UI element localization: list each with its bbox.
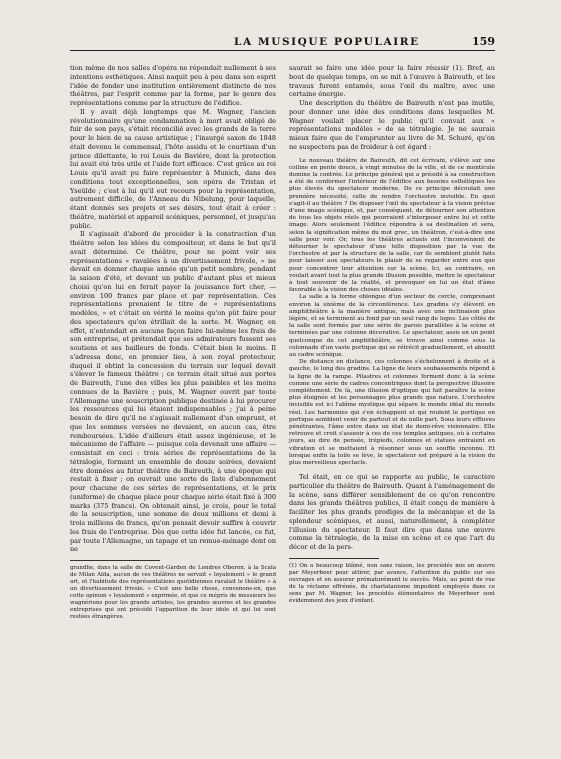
- left-column: [70, 64, 276, 621]
- footnote-rule: [70, 560, 160, 561]
- footnote: (1) On a beaucoup blâmé, non sans raison, les procédés mis en œuvre par Meyerbeer pour attirer, par avance, l'attention du public sur ses ouvrages et en assurer prématurément le succès. Mais, au point de vue de la réclame effrénée, du charlatanisme impudent employés dans ce sens par M. Wagner, les procédés élémentaires de Meyerbeer sont évidemment des jeux d'enfant.: [289, 562, 495, 604]
- paragraph: Une description du théâtre de Baireuth n'est pas inutile, pour donner une idée des conditions dans lesquelles M. Wagner voulait placer le public qu'il convait aux « représentations modèles » de sa tétralogie. Je ne saurais mieux faire que de l'emprunter au livre de M. Schuré, qu'on ne suspectera pas de froideur à cet égard :: [289, 99, 495, 151]
- paragraph: Il s'agissait d'abord de procéder à la construction d'un théâtre selon les idées du compositeur, et dans le but qu'il avait déterminé. Ce théâtre, pour ne point voir ses représentations « ravalées à un divertissement frivole, » ne devait en donner chaque année qu'un petit nombre, pendant la saison d'été, et devant un public d'autant plus et mieux choisi qu'on lui en ferait payer la jouissance fort cher, — environ 100 francs par place et par représentation. Ces représentations prenaient le titre de « représentations modèles, » et c'était en vérité le moins qu'on pût faire pour des spectateurs qu'on étrillait de la sorte. M. Wagner, en effet, n'entendait en aucune façon faire lui-même les frais de son entreprise, et prétendait que ses admirateurs fussent ses soutiens et ses bailleurs de fonds. C'était bien le moins. Il s'adressa donc, en premier lieu, à son royal protecteur, duquel il obtint la concession du terrain sur lequel devait s'élever le fameux théâtre ; ce terrain était situé aux portes de Baireuth, l'une des villes les plus paisibles et les moins connues de la Bavière ; puis, M. Wagner ouvrit par toute l'Allemagne une souscription publique destinée à lui procurer les ressources qui lui étaient indispensables ; j'ai à peine besoin de dire qu'il ne s'agissait nullement d'un emprunt, et que les sommes versées ne devaient, en aucun cas, être remboursées. L'idée d'ailleurs était assez ingénieuse, et le mécanisme de l'affaire — puisque cela devenait une affaire — consistait en ceci : trois séries de représentations de la tétralogie, formant un ensemble de douze soirées, devaient être données au futur théâtre de Baireuth, à une époque qui restait à fixer ; on ouvrait une sorte de liste d'abonnement pour chacune de ces séries de représentations, et le prix (uniforme) de chaque place pour chaque série était fixé à 300 marks (375 francs). On obtenait ainsi, je crois, pour le total de la souscription, une somme de deux millions et demi à trois millions de francs, qu'on pensait devoir suffire à couvrir les frais de l'entreprise. Dès que cette idée fut lancée, ce fut, par toute l'Allemagne, un tapage et un remue-ménage dont on ne: [70, 230, 276, 554]
- running-header: [70, 34, 495, 51]
- running-title: LA MUSIQUE POPULAIRE: [234, 36, 420, 48]
- paragraph: saurait se faire une idée pour la faire réussir (1). Bref, au bout de quelque temps, on se mit à l'œuvre à Baireuth, et les travaux furent entamés, sous l'œil du maître, avec une certaine énergie.: [289, 64, 495, 99]
- right-column: [289, 64, 495, 605]
- paragraph: Il y avait déjà longtemps que M. Wagner, l'ancien révolutionnaire qu'une condamnation à mort avait obligé de fuir de son pays, s'était réconcilié avec les grands de la terre pour le bien de sa cause artistique ; l'insurgé saxon de 1848 était devenu le commensal, l'hôte assidu et le courtisan d'un prince dilettante, le roi Louis de Bavière, dont la protection lui avait été très utile et l'aide fort efficace. C'est grâce au roi Louis qu'il avait pu faire représenter à Munich, dans des conditions tout exceptionnelles, son opéra de Tristan et Yseülde ; c'est à lui qu'il eut recours pour la représentation, autrement difficile, de l'Anneau du Nibelung, pour laquelle, étant donnés ses projets et ses désirs, tout était à créer : théâtre, matériel et appareil scéniques, personnel, et jusqu'au public.: [70, 107, 276, 230]
- page-number: 159: [472, 35, 495, 48]
- quote-paragraph: Le nouveau théâtre de Baireuth, dit cet écrivain, s'élève sur une colline en pente douce, à vingt minutes de la ville, et de ce monticule domine la contrée. Le principe général qui a présidé à sa construction a été de conformer l'intérieur de l'édifice aux besoins esthétiques les plus élevés du spectateur moderne. De ce principe découlait une première nécessité, celle de rendre l'orchestre invisible. En quoi s'agit-il au théâtre ? De disposer l'œil du spectateur à la vision précise d'une image scénique, et, par conséquent, de détourner son attention de tous les objets réels qui pourraient s'interposer entre lui et cette image. Alors seulement l'édifice répondra à sa destination et sera, selon la signification même du mot grec, un théâtron, c'est-à-dire une salle pour voir. Or, tous les théâtres actuels ont l'inconvénient de détourner le spectateur d'une telle disposition par la vue de l'orchestre et par la structure de la salle, car ils semblent plutôt faits pour laisser aux spectateurs le plaisir de se regarder entre eux que pour concentrer leur attention sur la scène. Ici, au contraire, on voulait avant tout la plus grande illusion possible, mettre le spectateur à tout souvenir de la réalité, et provoquer en lui un état d'âme favorable à la vision des choses idéales.: [289, 157, 495, 294]
- footnote-rule: [289, 558, 379, 559]
- paragraph: Tel était, en ce qui se rapporte au public, le caractère particulier du théâtre de Baireuth. Quant à l'aménagement de la scène, sans différer sensiblement de ce qu'on rencontre dans les grands théâtres publics, il était conçu de manière à faciliter les plus grands prodiges de la mécanique et de la splendeur scéniques, et aussi, naturellement, à compléter l'illusion du spectateur. Il faut dire que dans une œuvre comme la tétralogie, de la mise en scène et ce que l'art du décor et de la pers-: [289, 473, 495, 552]
- quote-paragraph: De distance en distance, ces colonnes s'échelonnent à droite et à gauche, le long des gradins. La ligne de leurs soubassements répond à la ligne de la rampe. Pilastres et colonnes forment donc à la scène comme une série de cadres concentriques dont la perspective illusoire complétement. De là, une illusion d'optique qui fait paraître la scène plus éloignée et les personnages plus grands que nature. L'orchestre invisible est ici l'abîme mystique qui sépare le monde idéal du monde réel. Les harmonies qui s'en échappent et qui roulent le portique en portique semblent venir de partout et de nulle part. Sous leurs effluves pénétrantes, l'âme entre dans un état de demi-rêve visionnaire. Elle retrouve et croit s'asseoir à ces de ces temples antiques, où à certains jours, au dire de pensée, trépieds, colonnes et statues entraient en vibration et se mettaient à résonner sous un souffle inconnu. Et lorsque enfin la toile se lève, le spectateur est préparé à la vision du plus merveilleux spectacle.: [289, 359, 495, 467]
- footnote: grandhe, dans la salle de Covent-Garden de Londres Oberon, à la Scala de Milan Aïda, aucun de ces théâtres ne servait « loyalement » le grand art, et l'habitude des représentations quotidiennes ravalait le théâtre « à un divertissement frivole. » C'est une belle chose, convenons-en, que cette opinion « loyalement » exprimée, et que ce mépris de messieurs les wagnériens pour les grands artistes, les grandes œuvres et les grandes entreprises qui ont précédé l'apparition de leur idole et qui lui sont restées étrangères.: [70, 565, 276, 620]
- paragraph: tion même de nos salles d'opéra ne répondait nullement à ses intentions esthétiques. Ainsi naquit peu à peu dans son esprit l'idée de fonder une institution entièrement distincte de nos théâtres, par l'esprit comme par la forme, par le genre des représentations comme par la structure de l'édifice.: [70, 64, 276, 107]
- quote-paragraph: La salle a la forme oblongue d'un secteur de cercle, comprenant environ la sixième de la circonférence. Les gradins s'y élèvent en amphithéâtre à la manière antique, mais avec une inclinaison plus légère, et se terminent au fond par un seul rang de loges. Les côtés de la salle sont formés par une série de parois parallèles à la scène et terminées par une colonne décorative. Le spectateur, assis en un point quelconque de cet amphithéâtre, se trouve ainsi comme sous la colonnade d'un vaste portique qui se rétrécit graduellement, et aboutit au cadre scénique.: [289, 294, 495, 358]
